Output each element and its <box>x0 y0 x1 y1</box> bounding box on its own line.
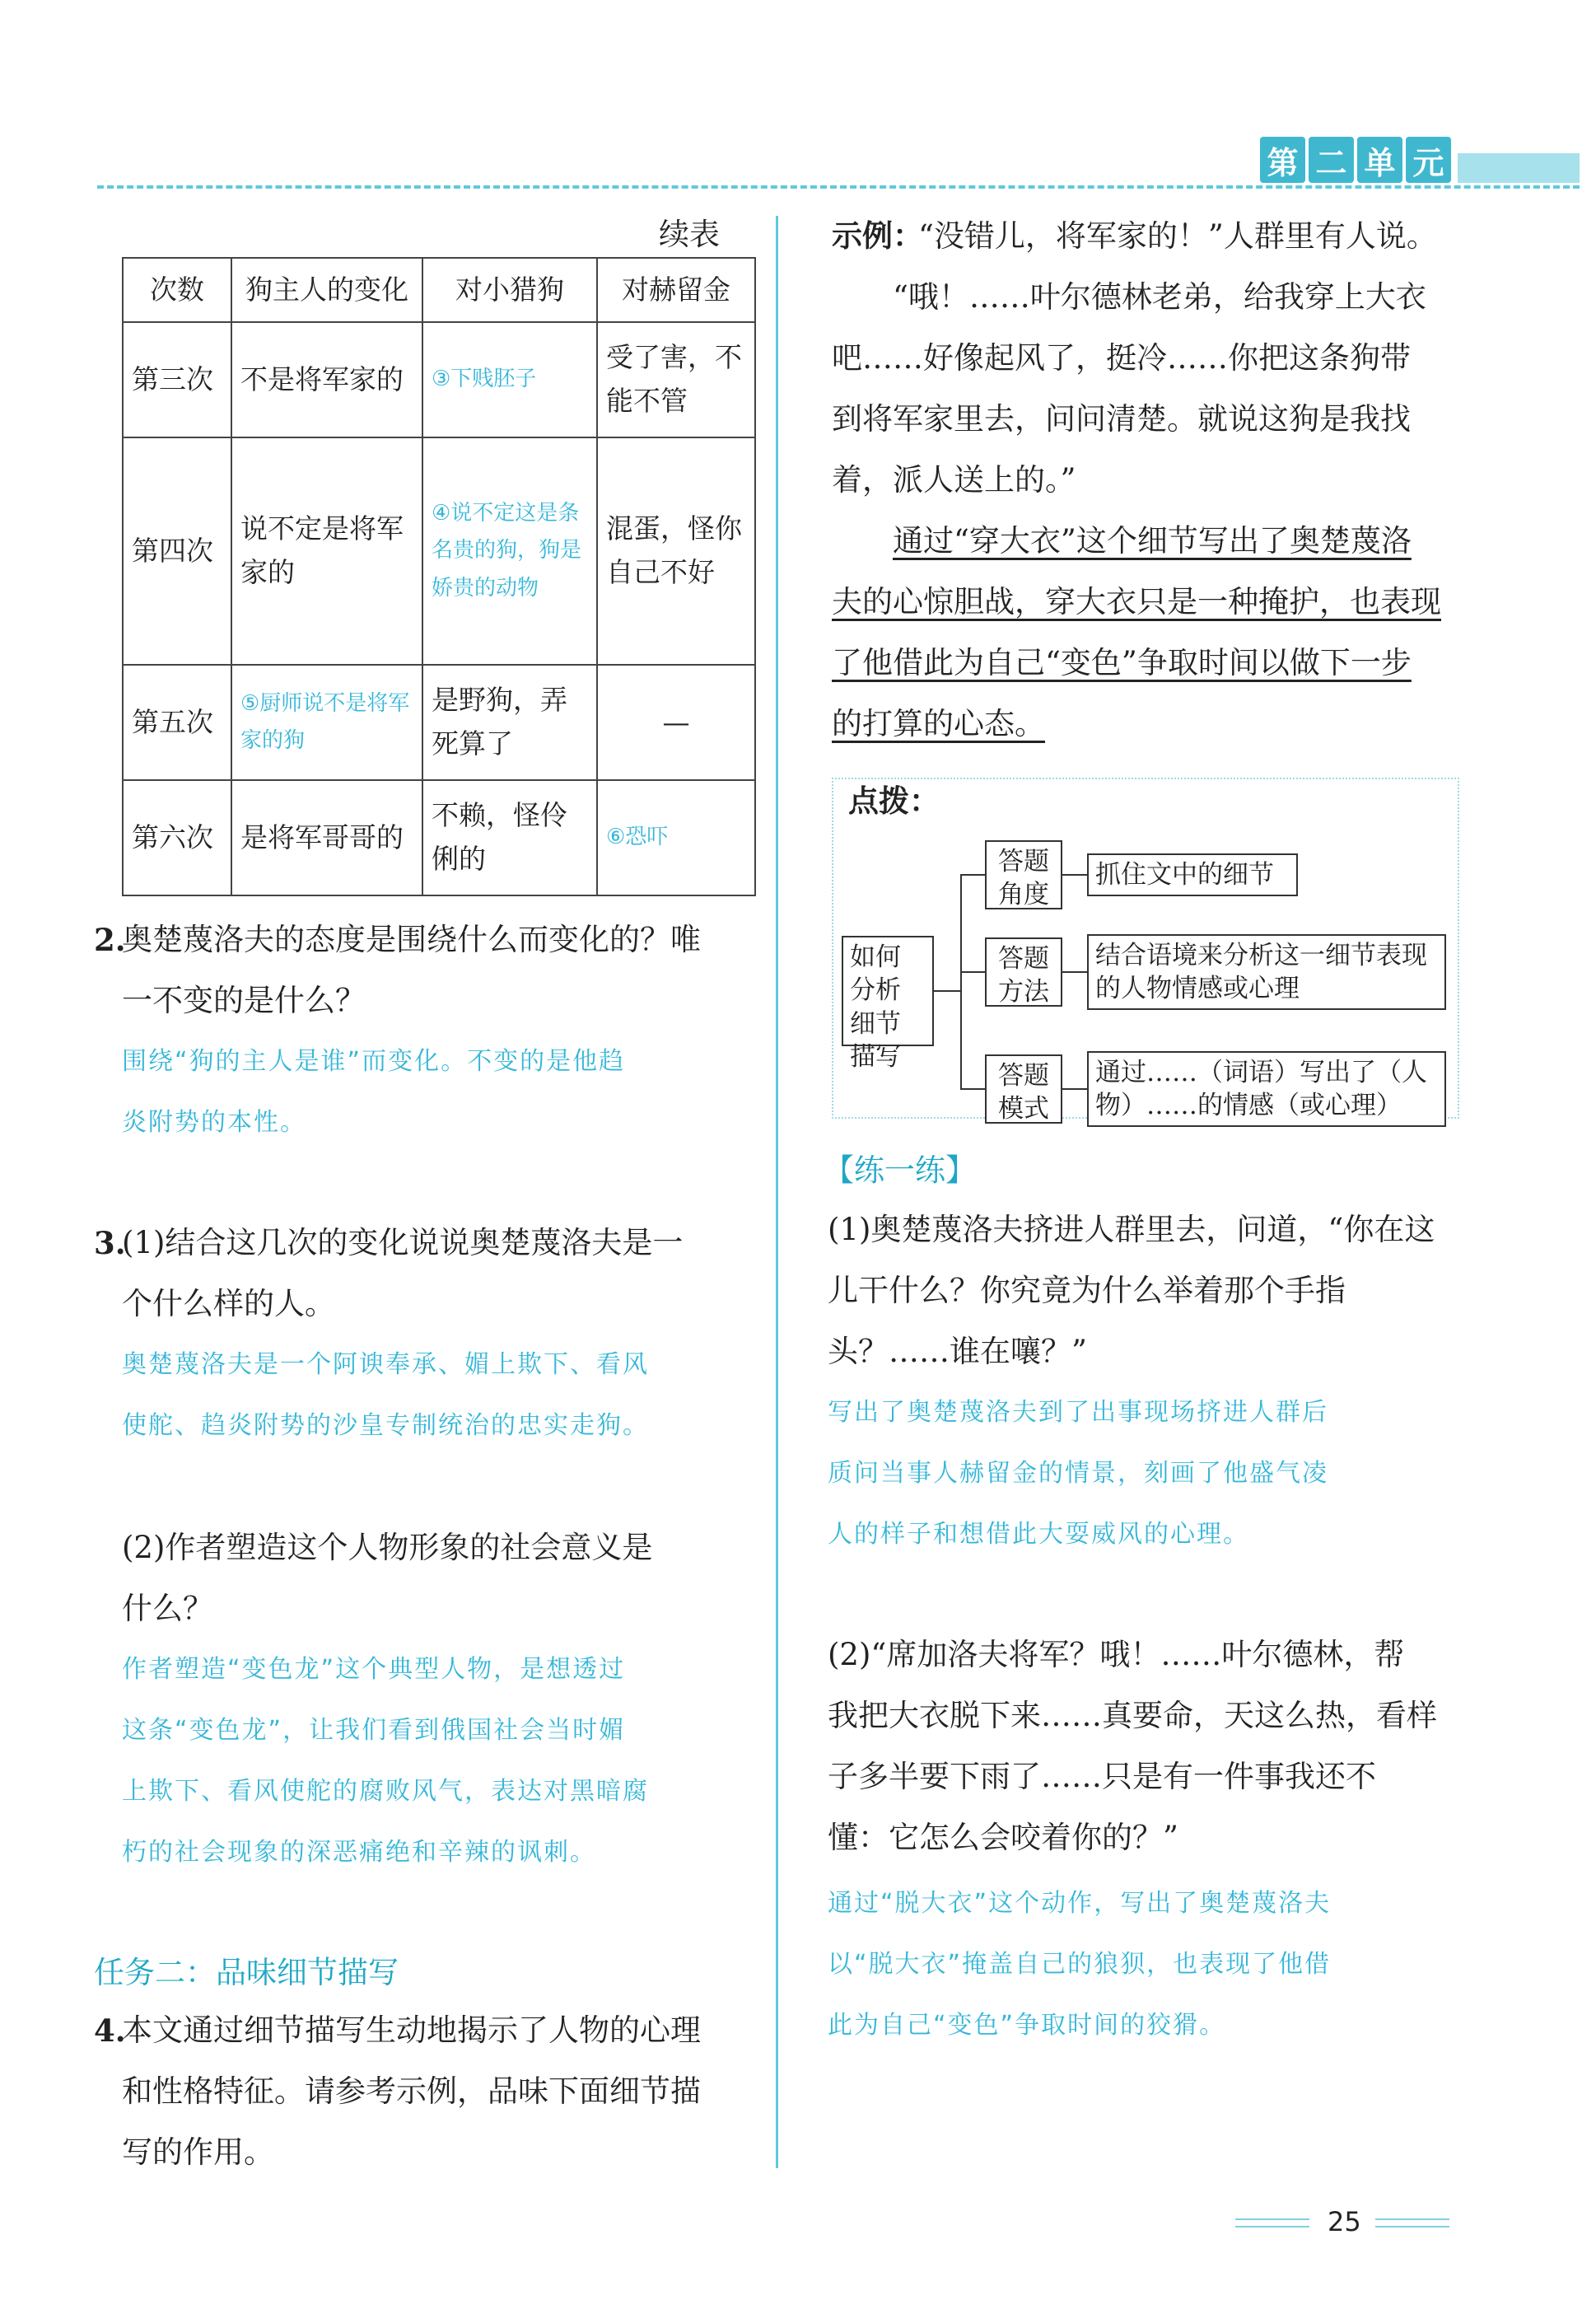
example-analysis: 的打算的心态。 <box>832 706 1045 741</box>
diagram-value: 结合语境来分析这一细节表现的人物情感或心理 <box>1087 934 1446 1010</box>
page-number-ornament <box>1235 2226 1309 2228</box>
cell-dog-answer: ④说不定这是条名贵的狗，狗是娇贵的动物 <box>422 437 597 665</box>
cell-hryu-answer: ⑥恐吓 <box>597 780 755 895</box>
unit-label-char: 第 <box>1260 137 1305 183</box>
cell-hryu: 混蛋，怪你自己不好 <box>597 437 755 665</box>
handwritten-answer: 此为自己“变色”争取时间的狡猾。 <box>828 2011 1226 2040</box>
example-analysis: 了他借此为自己“变色”争取时间以做下一步 <box>832 645 1412 680</box>
diagram-key: 答题模式 <box>985 1054 1062 1124</box>
col-header: 对赫留金 <box>597 258 755 322</box>
practice-text: 儿干什么？你究竟为什么举着那个手指 <box>828 1273 1346 1308</box>
practice-text: (1)奥楚蔑洛夫挤进人群里去，问道，“你在这 <box>828 1212 1435 1247</box>
question-text: 本文通过细节描写生动地揭示了人物的心理 <box>122 2012 701 2048</box>
table-header-row <box>123 258 755 322</box>
question-number: 3. <box>94 1225 126 1261</box>
page-number: 25 <box>1328 2206 1361 2237</box>
practice-text: 子多半要下雨了……只是有一件事我还不 <box>828 1759 1376 1794</box>
question-text: 个什么样的人。 <box>122 1286 335 1321</box>
table-row <box>123 437 755 665</box>
handwritten-answer: 质问当事人赫留金的情景，刻画了他盛气凌 <box>828 1459 1328 1488</box>
cell-dog-answer: ③下贱胚子 <box>422 322 597 437</box>
question-text: 奥楚蔑洛夫的态度是围绕什么而变化的？唯 <box>122 922 701 957</box>
cell-owner: 是将军哥哥的 <box>231 780 422 895</box>
example-analysis: 夫的心惊胆战，穿大衣只是一种掩护，也表现 <box>832 584 1441 619</box>
cell-owner: 不是将军家的 <box>231 322 422 437</box>
question-text: (2)作者塑造这个人物形象的社会意义是 <box>122 1530 653 1565</box>
page-number-ornament <box>1375 2218 1449 2220</box>
diagram-arrow <box>1062 1088 1087 1090</box>
unit-label-char: 元 <box>1406 137 1451 183</box>
cell-time: 第六次 <box>123 780 231 895</box>
handwritten-answer: 上欺下、看风使舵的腐败风气，表达对黑暗腐 <box>122 1777 649 1806</box>
change-table <box>122 257 756 896</box>
question-text: 一不变的是什么？ <box>122 983 366 1018</box>
example-label: 示例： <box>832 218 923 254</box>
column-divider <box>776 216 778 2168</box>
cell-time: 第四次 <box>123 437 231 665</box>
example-text: 着，派人送上的。” <box>832 462 1076 498</box>
example-text: 到将军家里去，问问清楚。就说这狗是我找 <box>832 401 1411 437</box>
practice-text: 懂：它怎么会咬着你的？” <box>828 1820 1178 1855</box>
col-header: 次数 <box>123 258 231 322</box>
col-header: 狗主人的变化 <box>231 258 422 322</box>
task-title: 任务二：品味细节描写 <box>94 1955 399 1990</box>
handwritten-answer: 围绕“狗的主人是谁”而变化。不变的是他趋 <box>122 1047 626 1076</box>
cell-dog: 不赖，怪伶俐的 <box>422 780 597 895</box>
handwritten-answer: 奥楚蔑洛夫是一个阿谀奉承、媚上欺下、看风 <box>122 1350 649 1379</box>
handwritten-answer: 以“脱大衣”掩盖自己的狼狈，也表现了他借 <box>828 1950 1332 1979</box>
diagram-arrow <box>1062 874 1087 876</box>
header-band <box>1458 153 1580 183</box>
question-text: 什么？ <box>122 1591 213 1626</box>
handwritten-answer: 写出了奥楚蔑洛夫到了出事现场挤进人群后 <box>828 1398 1328 1427</box>
question-text: (1)结合这几次的变化说说奥楚蔑洛夫是一 <box>122 1225 684 1260</box>
cell-hryu: 受了害，不能不管 <box>597 322 755 437</box>
unit-label <box>1260 137 1451 183</box>
diagram-arrow <box>1062 971 1087 973</box>
diagram-root: 如何分析细节描写 <box>842 936 934 1046</box>
practice-label: 【练一练】 <box>824 1152 976 1188</box>
handwritten-answer: 这条“变色龙”，让我们看到俄国社会当时媚 <box>122 1716 626 1745</box>
table-row <box>123 780 755 895</box>
unit-label-char: 二 <box>1309 137 1354 183</box>
handwritten-answer: 炎附势的本性。 <box>122 1108 306 1137</box>
diagram-key: 答题角度 <box>985 840 1062 909</box>
handwritten-answer: 通过“脱大衣”这个动作，写出了奥楚蔑洛夫 <box>828 1889 1332 1918</box>
practice-text: 头？……谁在嚷？” <box>828 1334 1087 1369</box>
cell-time: 第三次 <box>123 322 231 437</box>
diagram-connector <box>960 874 985 876</box>
example-analysis: 通过“穿大衣”这个细节写出了奥楚蔑洛 <box>893 523 1412 559</box>
diagram-value: 通过……（词语）写出了（人物）……的情感（或心理） <box>1087 1051 1446 1127</box>
handwritten-answer: 人的样子和想借此大耍威风的心理。 <box>828 1520 1249 1549</box>
question-number: 2. <box>94 922 126 958</box>
question-text: 和性格特征。请参考示例，品味下面细节描 <box>122 2073 701 2109</box>
table-caption: 续表 <box>659 217 720 252</box>
example-text: 吧……好像起风了，挺冷……你把这条狗带 <box>832 340 1411 376</box>
diagram-key: 答题方法 <box>985 937 1062 1007</box>
page-number-ornament <box>1375 2226 1449 2228</box>
example-text: “没错儿，将军家的！”人群里有人说。 <box>918 218 1437 254</box>
practice-text: (2)“席加洛夫将军？哦！……叶尔德林，帮 <box>828 1637 1405 1672</box>
handwritten-answer: 作者塑造“变色龙”这个典型人物，是想透过 <box>122 1655 626 1684</box>
example-text: “哦！……叶尔德林老弟，给我穿上大衣 <box>893 279 1426 315</box>
page-number-ornament <box>1235 2218 1309 2220</box>
handwritten-answer: 使舵、趋炎附势的沙皇专制统治的忠实走狗。 <box>122 1411 649 1440</box>
diagram-connector <box>960 874 962 1088</box>
header-divider <box>97 185 1580 189</box>
handwritten-answer: 朽的社会现象的深恶痛绝和辛辣的讽刺。 <box>122 1838 596 1867</box>
diagram-connector <box>960 971 985 973</box>
table-row <box>123 322 755 437</box>
tip-label: 点拨： <box>848 783 940 819</box>
question-number: 4. <box>94 2012 126 2049</box>
table-row <box>123 665 755 780</box>
diagram-value: 抓住文中的细节 <box>1087 853 1298 896</box>
cell-time: 第五次 <box>123 665 231 780</box>
unit-label-char: 单 <box>1357 137 1402 183</box>
cell-dog: 是野狗，弄死算了 <box>422 665 597 780</box>
diagram-connector <box>960 1088 985 1090</box>
diagram-connector <box>934 990 960 992</box>
cell-hryu: — <box>597 665 755 780</box>
cell-owner: 说不定是将军家的 <box>231 437 422 665</box>
question-text: 写的作用。 <box>122 2134 274 2170</box>
practice-text: 我把大衣脱下来……真要命，天这么热，看样 <box>828 1698 1437 1733</box>
cell-owner-answer: ⑤厨师说不是将军家的狗 <box>231 665 422 780</box>
col-header: 对小猎狗 <box>422 258 597 322</box>
